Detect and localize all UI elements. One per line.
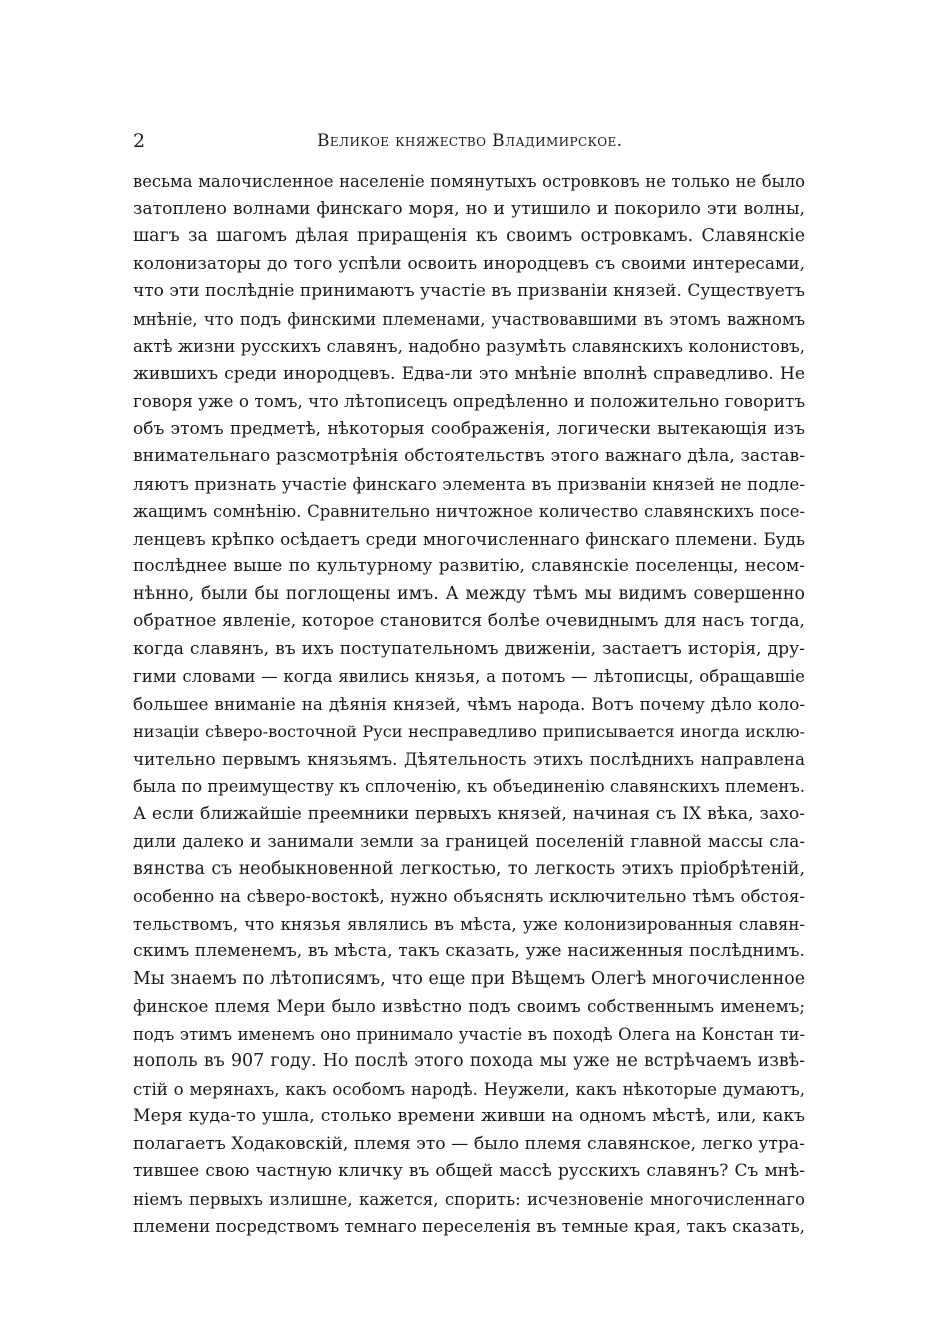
text-line: финское племя Мери было извѣстно подъ своимъ собственнымъ именемъ; [133, 996, 805, 1016]
text-line: ляютъ признать участіе финскаго элемента въ призваніи князей не подле- [133, 473, 805, 494]
text-line: особенно на сѣверо-востокѣ, нужно объяснять исключительно тѣмъ обстоя- [133, 887, 805, 906]
text-line: стій о мерянахъ, какъ особомъ народѣ. Неужели, какъ нѣкоторые думаютъ, [133, 1079, 805, 1099]
text-line: колонизаторы до того успѣли освоить инородцевъ съ своими интересами, [133, 253, 805, 274]
text-line: жившихъ среди инородцевъ. Едва-ли это мнѣніе вполнѣ справедливо. Не [133, 363, 805, 384]
text-line: Меря куда-то ушла, столько времени живши на одномъ мѣстѣ, или, какъ [133, 1106, 805, 1126]
text-line: шагъ за шагомъ дѣлая приращенія къ своимъ островкамъ. Славянскіе [133, 226, 805, 246]
text-line: актѣ жизни русскихъ славянъ, надобно разумѣть славянскихъ колонистовъ, [133, 337, 805, 356]
text-line: ленцевъ крѣпко осѣдаетъ среди многочисленнаго финскаго племени. Будь [133, 528, 805, 549]
text-line: мнѣніе, что подъ финскими племенами, участвовавшими въ этомъ важномъ [133, 309, 805, 329]
text-line: ніемъ первыхъ излишне, кажется, спорить: исчезновеніе многочисленнаго [133, 1189, 805, 1209]
text-line: чительно первымъ князьямъ. Дѣятельность этихъ послѣднихъ направлена [133, 748, 805, 769]
text-line: говоря уже о томъ, что лѣтописецъ опредѣленно и положительно говоритъ [133, 391, 805, 411]
running-title: Великое княжество Владимирское. [317, 131, 623, 151]
text-line: что эти послѣдніе принимаютъ участіе въ призваніи князей. Существуетъ [133, 281, 805, 301]
text-line: скимъ племенемъ, въ мѣста, такъ сказать, уже насиженныя послѣднимъ. [133, 941, 805, 961]
text-line: А если ближайшіе преемники первыхъ князей, начиная съ IX вѣка, захо- [133, 803, 805, 824]
text-line: нѣнно, были бы поглощены имъ. А между тѣмъ мы видимъ совершенно [133, 583, 805, 604]
text-line: была по преимуществу къ сплоченію, къ объединенію славянскихъ племенъ. [133, 777, 805, 796]
text-line: подъ этимъ именемъ оно принимало участіе въ походѣ Олега на Констан ти- [133, 1024, 805, 1044]
text-line: жащимъ сомнѣнію. Сравнительно ничтожное количество славянскихъ посе- [133, 502, 805, 521]
text-line: послѣднее выше по культурному развитію, славянскіе поселенцы, несом- [133, 556, 805, 576]
text-line: обратное явленіе, которое становится болѣе очевиднымъ для насъ тогда, [133, 611, 805, 631]
text-line: нополь въ 907 году. Но послѣ этого похода мы уже не встрѣчаемъ извѣ- [133, 1051, 805, 1071]
page-number: 2 [133, 130, 146, 152]
text-line: полагаетъ Ходаковскій, племя это — было племя славянское, легко утра- [133, 1133, 805, 1154]
body-text [133, 168, 805, 1241]
text-line: большее вниманіе на дѣянія князей, чѣмъ народа. Вотъ почему дѣло коло- [133, 693, 805, 714]
text-line: гими словами — когда явились князья, а потомъ — лѣтописцы, обращавшіе [133, 667, 805, 686]
text-line: дили далеко и занимали земли за границей поселеній главной массы сла- [133, 831, 805, 851]
text-line: затоплено волнами финскаго моря, но и утишило и покорило эти волны, [133, 198, 805, 219]
text-line: объ этомъ предметѣ, нѣкоторыя соображенія, логически вытекающія изъ [133, 418, 805, 439]
running-head [133, 126, 813, 156]
text-line: когда славянъ, въ ихъ поступательномъ движеніи, застаетъ исторія, дру- [133, 638, 805, 659]
text-line: вянства съ необыкновенной легкостью, то легкость этихъ пріобрѣтеній, [133, 858, 805, 879]
text-line: тельствомъ, что князья являлись въ мѣста, уже колонизированныя славян- [133, 914, 805, 934]
text-line: Мы знаемъ по лѣтописямъ, что еще при Вѣщемъ Олегѣ многочисленное [133, 968, 805, 989]
text-line: внимательнаго разсмотрѣнія обстоятельствъ этого важнаго дѣла, застав- [133, 446, 805, 466]
text-line: племени посредствомъ темнаго переселенія въ темные края, такъ сказать, [133, 1216, 805, 1236]
text-line: низаціи сѣверо-восточной Руси несправедливо приписывается иногда исклю- [133, 722, 805, 741]
text-line: тившее свою частную кличку въ общей массѣ русскихъ славянъ? Съ мнѣ- [133, 1161, 805, 1181]
text-line: весьма малочисленное населеніе помянутыхъ островковъ не только не было [133, 172, 805, 191]
